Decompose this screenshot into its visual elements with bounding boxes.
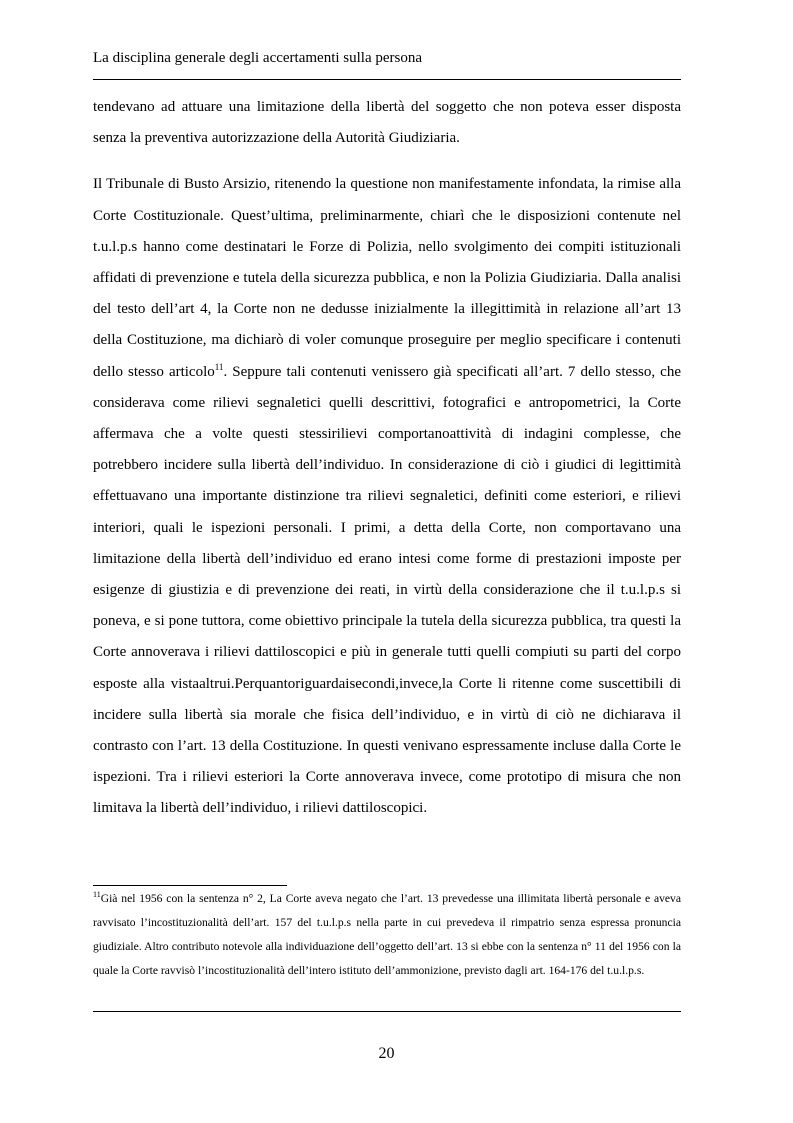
paragraph-2-text-end: . Seppure tali contenuti venissero già specificati all’art. 7 dello stesso, che considerava come rilievi segnaletici quelli descrittivi, fotografici e antropometrici, la Corte affermava che a volte questi stessirilievi comportanoattività di indagini complesse, che potrebbero incidere sulla libertà dell’individuo. In considerazione di ciò i giudici di legittimità effettuavano una importante distinzione tra rilievi segnaletici, definiti come esteriori, e rilievi interiori, quali le ispezioni personali. I primi, a detta della Corte, non comportavano una limitazione della libertà dell’individuo ed erano intesi come forme di prestazioni imposte per esigenze di giustizia e di prevenzione dei reati, in virtù della considerazione che il t.u.l.p.s si poneva, e si pone tuttora, come obiettivo principale la tutela della sicurezza pubblica, tra questi la Corte annoverava i rilievi dattiloscopici e più in generale tutti quelli compiuti su parti del corpo esposte alla vistaaltrui.Perquantoriguardaisecondi,invece,la Corte li ritenne come suscettibili di incidere sulla libertà sia morale che fisica dell’individuo, e in virtù di ciò ne dichiarava il contrasto con l’art. 13 della Costituzione. In questi venivano espressamente incluse dalla Corte le ispezioni. Tra i rilievi esteriori la Corte annoverava invece, come prototipo di misura che non limitava la libertà dell’individuo, i rilievi dattiloscopici. xyxy=(93,363,681,817)
footer-divider xyxy=(93,1011,681,1012)
footnote-divider xyxy=(93,885,287,886)
page-number: 20 xyxy=(378,1045,395,1062)
paragraph-2 xyxy=(93,169,681,824)
body-text xyxy=(93,92,681,825)
footnote-reference: 11 xyxy=(214,361,224,372)
running-header: La disciplina generale degli accertamenti sulla persona xyxy=(93,50,423,66)
header-divider xyxy=(93,79,681,80)
footnote-text: Già nel 1956 con la sentenza n° 2, La Corte aveva negato che l’art. 13 prevedesse una illimitata libertà personale e aveva ravvisato l’incostituzionalità dell’art. 157 del t.u.l.p.s nella parte in cui prevedeva il rimpatrio senza espressa pronuncia giudiziale. Altro contributo notevole alla individuazione dell’oggetto dell’art. 13 si ebbe con la sentenza n° 11 del 1956 con la quale la Corte ravvisò l’incostituzionalità dell’intero istituto dell’ammonizione, previsto dagli art. 164-176 del t.u.l.p.s. xyxy=(93,892,681,977)
footnote xyxy=(93,887,681,983)
paragraph-2-text-start: Il Tribunale di Busto Arsizio, ritenendo la questione non manifestamente infondata, la rimise alla Corte Costituzionale. Quest’ultima, preliminarmente, chiarì che le disposizioni contenute nel t.u.l.p.s hanno come destinatari le Forze di Polizia, nello svolgimento dei compiti istituzionali affidati di prevenzione e tutela della sicurezza pubblica, e non la Polizia Giudiziaria. Dalla analisi del testo dell’art 4, la Corte non ne dedusse inizialmente la illegittimità in relazione all’art 13 della Costituzione, ma dichiarò di voler comunque proseguire per meglio specificare i contenuti dello stesso articolo xyxy=(93,176,681,380)
footnote-number: 11 xyxy=(93,890,101,900)
paragraph-1: tendevano ad attuare una limitazione della libertà del soggetto che non poteva esser disposta senza la preventiva autorizzazione della Autorità Giudiziaria. xyxy=(93,99,681,147)
